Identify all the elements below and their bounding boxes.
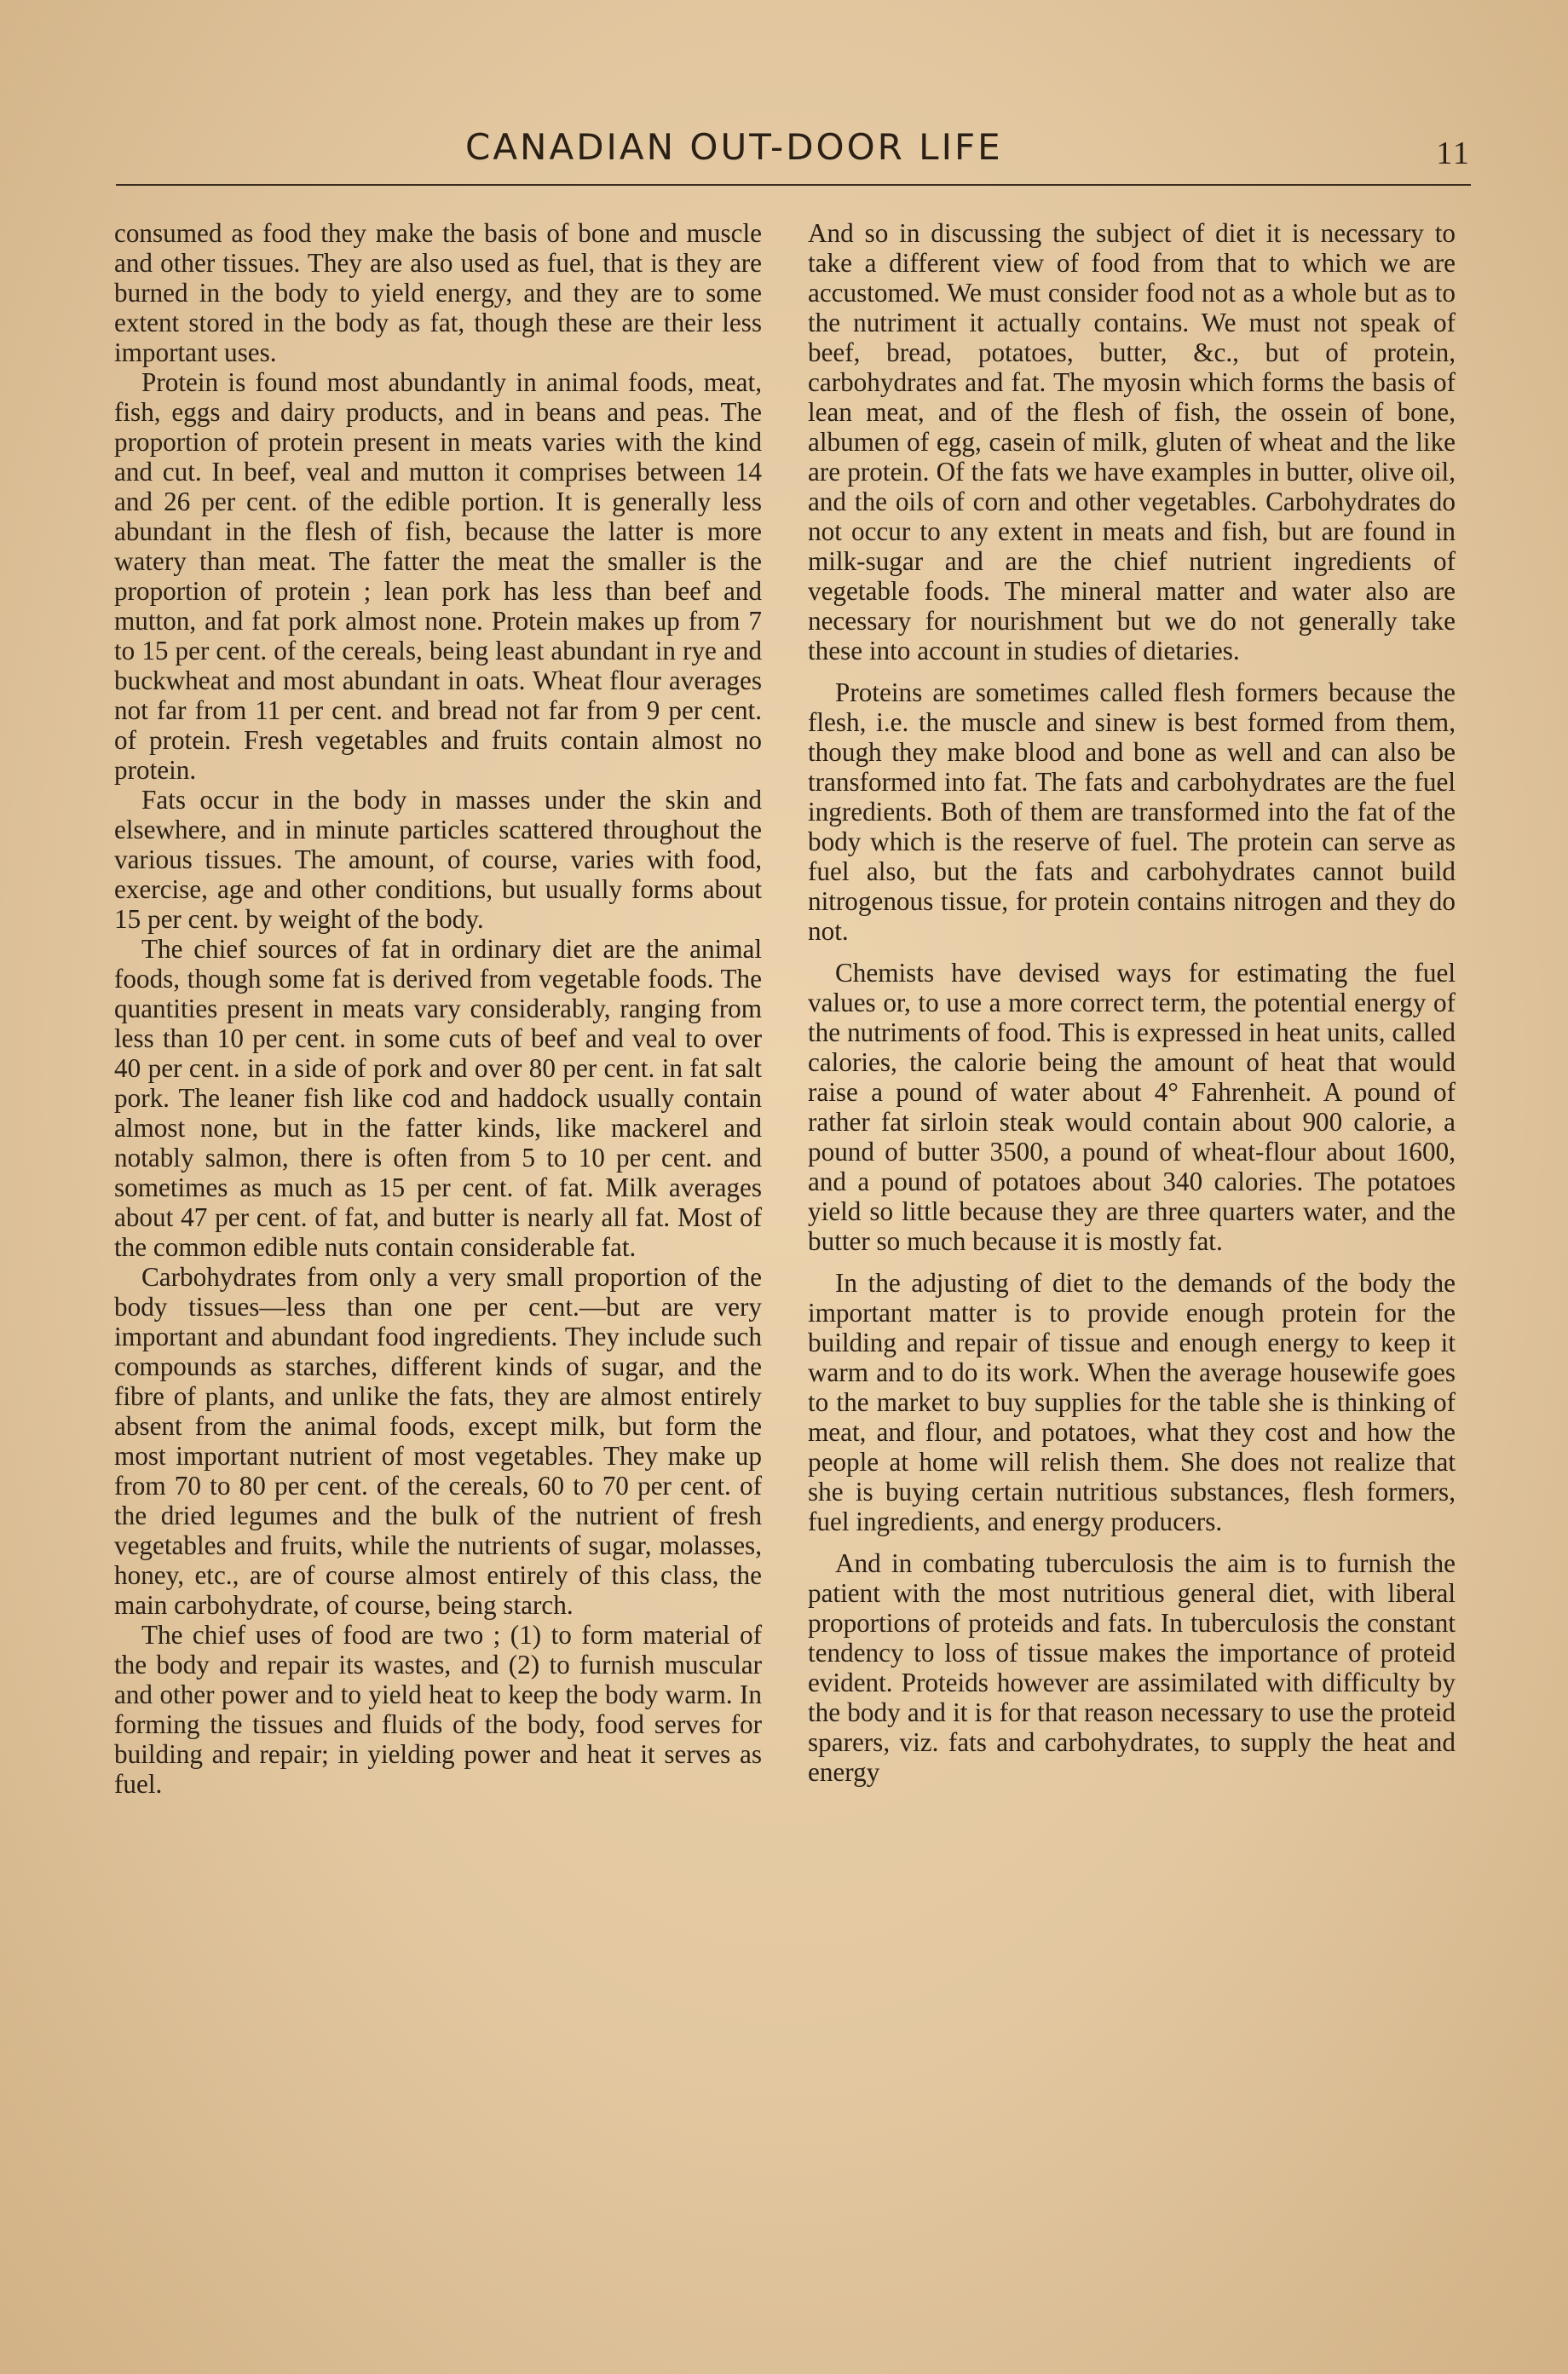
- paragraph: Carbohydrates from only a very small proportion of the body tissues—less than one per cent.—but are very important and abundant food ingredients. They include such compounds as starches, different kinds of sugar, and the fibre of plants, and unlike the fats, they are almost entirely absent from the animal foods, except milk, but form the most important nutrient of most vegetables. They make up from 70 to 80 per cent. of the cereals, 60 to 70 per cent. of the dried legumes and the bulk of the nutrient of fresh vegetables and fruits, while the nutrients of sugar, molasses, honey, etc., are of course almost entirely of this class, the main carbohydrate, of course, being starch.: [114, 1262, 762, 1620]
- paragraph: The chief uses of food are two ; (1) to form material of the body and repair its wastes, and (2) to furnish muscular and other power and to yield heat to keep the body warm. In forming the tissues and fluids of the body, food serves for building and repair; in yielding power and heat it serves as fuel.: [114, 1620, 762, 1799]
- paragraph: consumed as food they make the basis of bone and muscle and other tissues. They are also used as fuel, that is they are burned in the body to yield energy, and they are to some extent stored in the body as fat, though these are their less important uses.: [114, 218, 762, 367]
- paragraph: And in combating tuberculosis the aim is to furnish the patient with the most nutritious general diet, with liberal proportions of proteids and fats. In tuberculosis the constant tendency to loss of tissue makes the importance of proteid evident. Proteids however are assimilated with difficulty by the body and it is for that reason necessary to use the proteid sparers, viz. fats and carbohydrates, to supply the heat and energy: [808, 1548, 1456, 1787]
- paragraph: Protein is found most abundantly in animal foods, meat, fish, eggs and dairy products, and in beans and peas. The proportion of protein present in meats varies with the kind and cut. In beef, veal and mutton it comprises between 14 and 26 per cent. of the edible portion. It is generally less abundant in the flesh of fish, because the latter is more watery than meat. The fatter the meat the smaller is the proportion of protein ; lean pork has less than beef and mutton, and fat pork almost none. Protein makes up from 7 to 15 per cent. of the cereals, being least abundant in rye and buckwheat and most abundant in oats. Wheat flour averages not far from 11 per cent. and bread not far from 9 per cent. of protein. Fresh vegetables and fruits contain almost no protein.: [114, 367, 762, 785]
- page-number: 11: [1436, 135, 1471, 171]
- paragraph: Chemists have devised ways for estimating the fuel values or, to use a more correct term, the potential energy of the nutriments of food. This is expressed in heat units, called calories, the calorie being the amount of heat that would raise a pound of water about 4° Fahrenheit. A pound of rather fat sirloin steak would contain about 900 calorie, a pound of butter 3500, a pound of wheat-flour about 1600, and a pound of potatoes about 340 calories. The potatoes yield so little because they are three quarters water, and the butter so much because it is mostly fat.: [808, 958, 1456, 1256]
- paragraph: And so in discussing the subject of diet it is necessary to take a different view of food from that to which we are accustomed. We must consider food not as a whole but as to the nutriment it actually contains. We must not speak of beef, bread, potatoes, butter, &c., but of protein, carbohydrates and fat. The myosin which forms the basis of lean meat, and of the flesh of fish, the ossein of bone, albumen of egg, casein of milk, gluten of wheat and the like are protein. Of the fats we have examples in butter, olive oil, and the oils of corn and other vegetables. Carbohydrates do not occur to any extent in meats and fish, but are found in milk-sugar and are the chief nutrient ingredients of vegetable foods. The mineral matter and water also are necessary for nourishment but we do not generally take these into account in studies of dietaries.: [808, 218, 1456, 666]
- left-column: [114, 218, 762, 1799]
- paragraph: Fats occur in the body in masses under the skin and elsewhere, and in minute particles scattered throughout the various tissues. The amount, of course, varies with food, exercise, age and other conditions, but usually forms about 15 per cent. by weight of the body.: [114, 785, 762, 934]
- running-title: CANADIAN OUT-DOOR LIFE: [465, 126, 1003, 168]
- paragraph: The chief sources of fat in ordinary diet are the animal foods, though some fat is derived from vegetable foods. The quantities present in meats vary considerably, ranging from less than 10 per cent. in some cuts of beef and veal to over 40 per cent. in a side of pork and over 80 per cent. in fat salt pork. The leaner fish like cod and haddock usually contain almost none, but in the fatter kinds, like mackerel and notably salmon, there is often from 5 to 10 per cent. and sometimes as much as 15 per cent. of fat. Milk averages about 47 per cent. of fat, and butter is nearly all fat. Most of the common edible nuts contain considerable fat.: [114, 934, 762, 1262]
- paragraph: In the adjusting of diet to the demands of the body the important matter is to provide enough protein for the building and repair of tissue and enough energy to keep it warm and to do its work. When the average housewife goes to the market to buy supplies for the table she is thinking of meat, and flour, and potatoes, what they cost and how the people at home will relish them. She does not realize that she is buying certain nutritious substances, flesh formers, fuel ingredients, and energy producers.: [808, 1268, 1456, 1536]
- paragraph: Proteins are sometimes called flesh formers because the flesh, i.e. the muscle and sinew is best formed from them, though they make blood and bone as well and can also be transformed into fat. The fats and carbohydrates are the fuel ingredients. Both of them are transformed into the fat of the body which is the reserve of fuel. The protein can serve as fuel also, but the fats and carbohydrates cannot build nitrogenous tissue, for protein contains nitrogen and they do not.: [808, 677, 1456, 946]
- header-rule: [116, 184, 1471, 186]
- right-column: [808, 218, 1456, 1787]
